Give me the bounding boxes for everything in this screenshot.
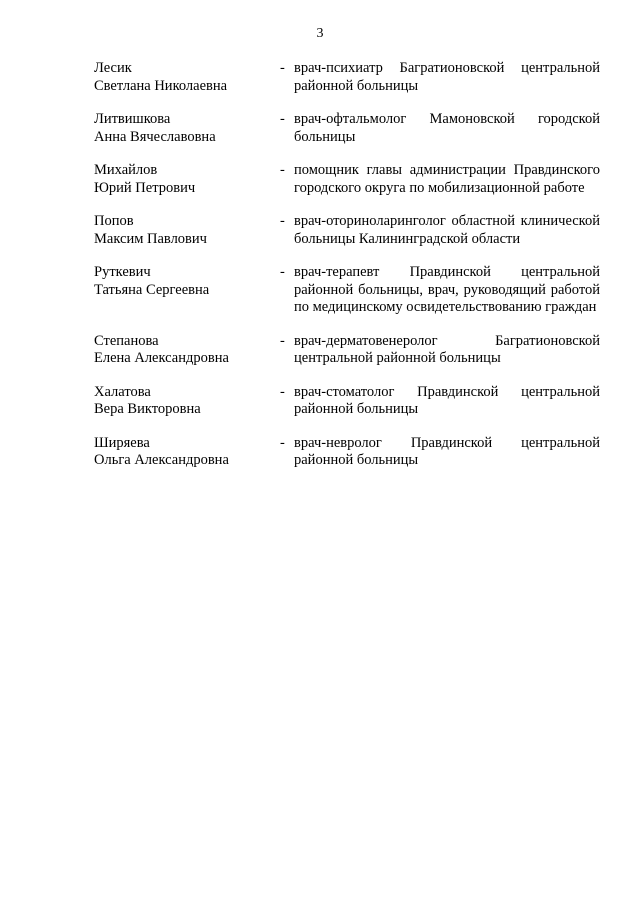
member-surname: Михайлов: [94, 162, 158, 178]
member-name: [94, 264, 280, 299]
member-name: [94, 333, 280, 368]
page-number: 3: [316, 26, 324, 41]
member-given-name: Анна Вячеславовна: [94, 128, 216, 145]
member-dash: -: [280, 332, 285, 349]
member-given-name: Вера Викторовна: [94, 401, 201, 417]
member-name: [94, 60, 280, 95]
member-surname: Лесик: [94, 60, 132, 76]
member-role: врач-офтальмолог Мамоновской городской больницы: [294, 111, 600, 145]
member-list: [94, 60, 600, 486]
member-given-name: Елена Александровна: [94, 350, 229, 366]
member-entry: [94, 60, 600, 95]
member-entry: [94, 162, 600, 197]
member-role: врач-стоматолог Правдинской центральной районной больницы: [294, 383, 600, 417]
member-name: [94, 435, 280, 470]
member-role: врач-невролог Правдинской центральной районной больницы: [294, 434, 600, 468]
member-surname: Халатова: [94, 383, 151, 400]
member-given-name: Максим Павлович: [94, 230, 207, 247]
member-surname: Литвишкова: [94, 111, 171, 127]
member-entry: [94, 213, 600, 248]
member-entry: [94, 333, 600, 368]
member-given-name: Татьяна Сергеевна: [94, 281, 210, 298]
member-given-name: Светлана Николаевна: [94, 77, 228, 94]
member-name: [94, 111, 280, 146]
member-entry: [94, 435, 600, 470]
member-role: врач-психиатр Багратионовской центральной районной больницы: [294, 60, 600, 94]
member-dash: -: [280, 111, 285, 127]
member-dash: -: [280, 434, 285, 451]
member-given-name: Юрий Петрович: [94, 179, 196, 196]
member-surname: Степанова: [94, 332, 159, 349]
member-name: [94, 384, 280, 419]
member-role: врач-дерматовенеролог Багратионовской центральной районной больницы: [294, 332, 600, 366]
member-name: [94, 162, 280, 197]
member-surname: Попов: [94, 213, 134, 229]
member-dash: -: [280, 162, 285, 178]
member-name: [94, 213, 280, 248]
member-dash: -: [280, 213, 285, 229]
member-role: помощник главы администрации Правдинского городского округа по мобилизационной работе: [294, 162, 600, 196]
member-given-name: Ольга Александровна: [94, 452, 229, 468]
member-surname: Руткевич: [94, 264, 151, 280]
member-dash: -: [280, 60, 285, 76]
member-surname: Ширяева: [94, 434, 150, 451]
member-dash: -: [280, 383, 285, 400]
member-entry: [94, 264, 600, 317]
member-entry: [94, 111, 600, 146]
member-dash: -: [280, 264, 285, 280]
member-entry: [94, 384, 600, 419]
member-role: врач-оториноларинголог областной клинической больницы Калининградской области: [294, 213, 600, 247]
member-role: врач-терапевт Правдинской центральной районной больницы, врач, руководящий работой по медицинскому освидетельствованию граждан: [294, 264, 600, 315]
